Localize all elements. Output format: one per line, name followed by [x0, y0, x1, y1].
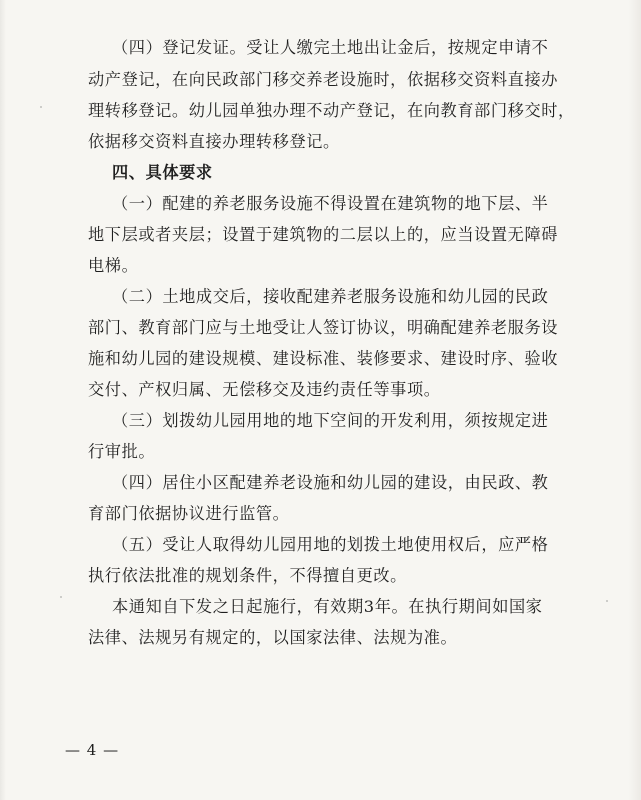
text-line: （三）划拨幼儿园用地的地下空间的开发利用，须按规定进 — [112, 411, 549, 430]
scan-speck — [60, 596, 62, 598]
text-line: 行审批。 — [88, 442, 156, 461]
text-line: （一）配建的养老服务设施不得设置在建筑物的地下层、半 — [112, 194, 549, 213]
text-line: 理转移登记。幼儿园单独办理不动产登记，在向教育部门移交时， — [88, 101, 575, 120]
text-line: （四）居住小区配建养老设施和幼儿园的建设，由民政、教 — [112, 473, 549, 492]
scan-speck — [40, 106, 42, 108]
text-line: 育部门依据协议进行监管。 — [88, 504, 290, 523]
text-line: 施和幼儿园的建设规模、建设标准、装修要求、建设时序、验收 — [88, 349, 559, 368]
text-line: 电梯。 — [88, 256, 139, 275]
page-number: — 4 — — [65, 741, 120, 759]
scan-speck — [606, 600, 608, 602]
text-line: 地下层或者夹层；设置于建筑物的二层以上的，应当设置无障碍 — [88, 225, 559, 244]
text-line: （二）土地成交后，接收配建养老服务设施和幼儿园的民政 — [112, 287, 549, 306]
text-line: （四）登记发证。受让人缴完土地出让金后，按规定申请不 — [112, 38, 549, 57]
text-line: 部门、教育部门应与土地受让人签订协议，明确配建养老服务设 — [88, 318, 559, 337]
text-line: 依据移交资料直接办理转移登记。 — [88, 132, 340, 151]
text-line: 本通知自下发之日起施行，有效期3年。在执行期间如国家 — [112, 597, 543, 616]
section-heading: 四、具体要求 — [112, 163, 213, 182]
text-line: （五）受让人取得幼儿园用地的划拨土地使用权后，应严格 — [112, 535, 549, 554]
text-line: 动产登记，在向民政部门移交养老设施时，依据移交资料直接办 — [88, 70, 559, 89]
text-line: 交付、产权归属、无偿移交及违约责任等事项。 — [88, 380, 441, 399]
text-line: 执行依法批准的规划条件，不得擅自更改。 — [88, 566, 407, 585]
text-line: 法律、法规另有规定的，以国家法律、法规为准。 — [88, 628, 458, 647]
